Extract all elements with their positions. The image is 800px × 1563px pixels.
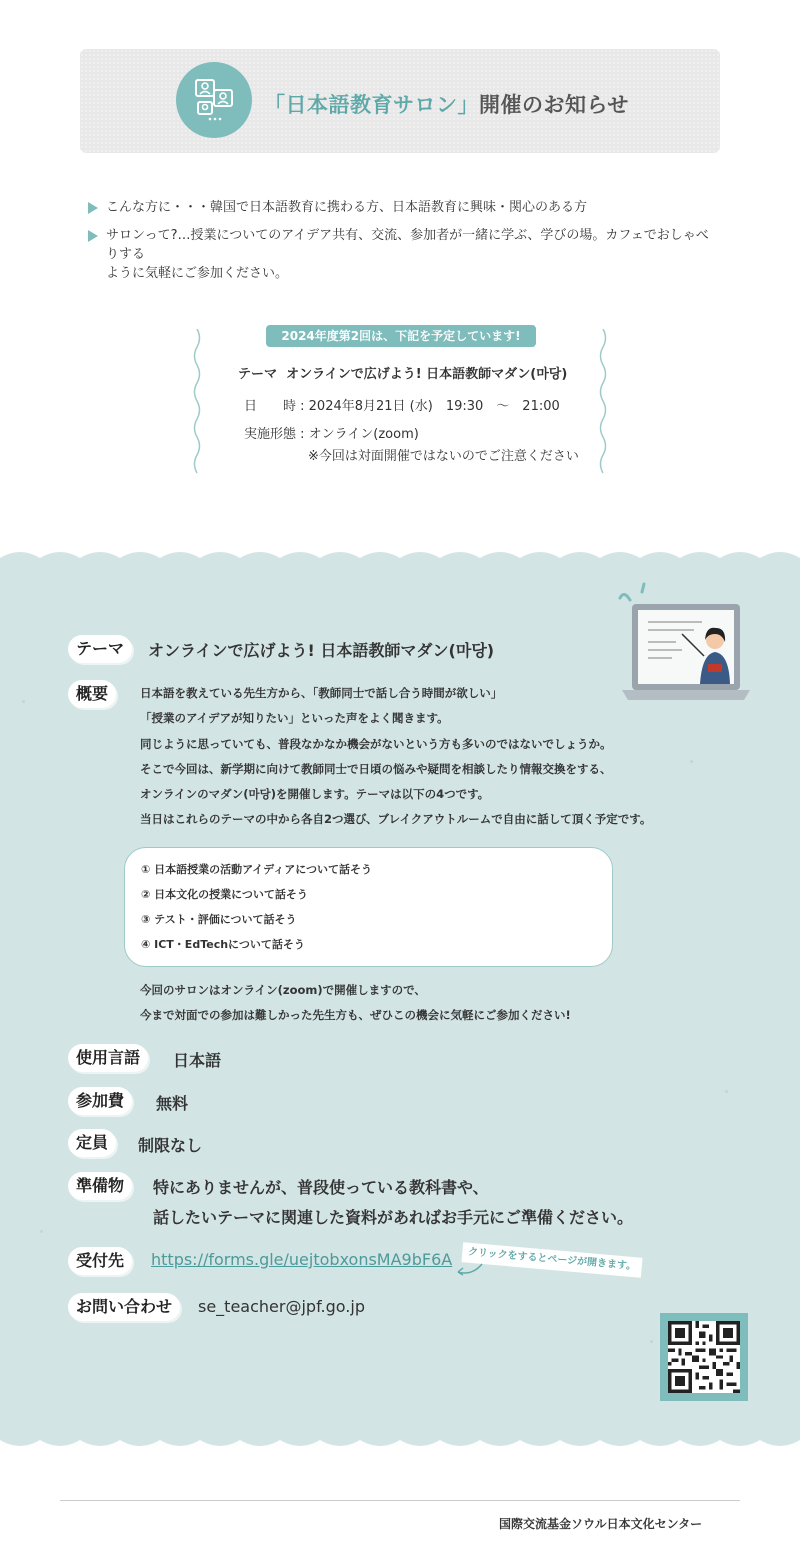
reception-form-link[interactable]: https://forms.gle/uejtobxonsMA9bF6A — [151, 1250, 453, 1269]
topic-item: ① 日本語授業の活動アイディアについて話そう — [141, 863, 373, 876]
schedule-format-value: オンライン(zoom) — [308, 427, 419, 442]
summary-line: オンラインのマダン(마당)を開催します。テーマは以下の4つです。 — [140, 787, 490, 801]
title-accent: 「日本語教育サロン」 — [264, 93, 479, 117]
capacity-label: 定員 — [68, 1129, 116, 1157]
schedule-date-label: 日 時 : — [244, 399, 309, 414]
summary-label: 概要 — [68, 680, 116, 708]
footer-divider — [60, 1500, 740, 1501]
summary-line: そこで今回は、新学期に向けて教師同士で日頃の悩みや疑問を相談したり情報交換をする、 — [140, 762, 612, 776]
intro-section — [88, 198, 718, 292]
theme-value: オンラインで広げよう! 日本語教師マダン(마당) — [148, 641, 495, 660]
title-rest: 開催のお知らせ — [479, 93, 629, 117]
topics-box — [124, 847, 613, 967]
people-chat-icon — [176, 62, 252, 138]
wave-border-right — [598, 329, 608, 479]
prep-line-1: 特にありませんが、普段使っている教科書や、 — [153, 1178, 489, 1197]
prep-line-2: 話したいテーマに関連した資料があればお手元にご準備ください。 — [153, 1208, 634, 1227]
reception-label: 受付先 — [68, 1247, 132, 1275]
topic-item: ④ ICT・EdTechについて話そう — [141, 938, 305, 951]
contact-label: お問い合わせ — [68, 1293, 180, 1321]
qr-code[interactable] — [660, 1313, 748, 1401]
summary-line: 「授業のアイデアが知りたい」といった声をよく聞きます。 — [140, 711, 449, 725]
topic-item: ③ テスト・評価について話そう — [141, 913, 297, 926]
online-note: 今回のサロンはオンライン(zoom)で開催しますので、 — [140, 983, 426, 997]
schedule-format-label: 実施形態 : — [244, 427, 309, 442]
intro-target-text: こんな方に・・・韓国で日本語教育に携わる方、日本語教育に興味・関心のある方 — [106, 200, 588, 215]
triangle-bullet-icon — [88, 202, 98, 214]
curved-arrow-icon — [454, 1262, 484, 1278]
speck-decoration — [40, 1230, 43, 1233]
triangle-bullet-icon — [88, 230, 98, 242]
language-label: 使用言語 — [68, 1044, 148, 1072]
schedule-theme — [238, 363, 567, 382]
schedule-format — [244, 423, 419, 442]
speck-decoration — [650, 1340, 653, 1343]
speck-decoration — [690, 760, 693, 763]
intro-about — [88, 226, 718, 283]
schedule-badge: 2024年度第2回は、下記を予定しています! — [266, 325, 536, 347]
wave-border-left — [192, 329, 202, 479]
schedule-format-note: ※今回は対面開催ではないのでご注意ください — [308, 449, 579, 464]
fee-value: 無料 — [156, 1094, 189, 1113]
header-banner — [80, 49, 720, 153]
intro-about-text-1: サロンって?…授業についてのアイデア共有、交流、参加者が一緒に学ぶ、学びの場。カフェでおしゃべりする — [106, 228, 709, 262]
summary-line: 当日はこれらのテーマの中から各自2つ選び、ブレイクアウトルームで自由に話して頂く予定です。 — [140, 812, 652, 826]
page-title — [264, 89, 629, 119]
schedule-date-value: 2024年8月21日 (水) 19:30 ～ 21:00 — [308, 399, 560, 414]
footer-org: 国際交流基金ソウル日本文化センター — [499, 1517, 703, 1531]
schedule-box — [192, 325, 608, 475]
speck-decoration — [22, 700, 25, 703]
contact-email[interactable]: se_teacher@jpf.go.jp — [198, 1297, 365, 1316]
schedule-theme-label: テーマ — [238, 367, 278, 382]
summary-line: 日本語を教えている先生方から、「教師同士で話し合う時間が欲しい」 — [140, 686, 503, 700]
capacity-value: 制限なし — [138, 1136, 203, 1155]
online-note: 今まで対面での参加は難しかった先生方も、ぜひこの機会に気軽にご参加ください! — [140, 1008, 571, 1022]
intro-about-text-2: ように気軽にご参加ください。 — [106, 266, 289, 281]
schedule-date — [244, 395, 560, 414]
intro-target — [88, 198, 718, 217]
summary-line: 同じように思っていても、普段なかなか機会がないという方も多いのではないでしょうか。 — [140, 737, 612, 751]
speck-decoration — [725, 1090, 728, 1093]
click-note: クリックをするとページが開きます。 — [461, 1242, 642, 1278]
theme-label: テーマ — [68, 635, 132, 663]
prep-label: 準備物 — [68, 1172, 132, 1200]
online-teacher-illustration — [612, 578, 752, 714]
schedule-theme-value: オンラインで広げよう! 日本語教師マダン(마당) — [286, 367, 568, 382]
fee-label: 参加費 — [68, 1087, 132, 1115]
scallop-bottom-edge — [0, 1428, 800, 1452]
topic-item: ② 日本文化の授業について話そう — [141, 888, 308, 901]
language-value: 日本語 — [173, 1051, 222, 1070]
